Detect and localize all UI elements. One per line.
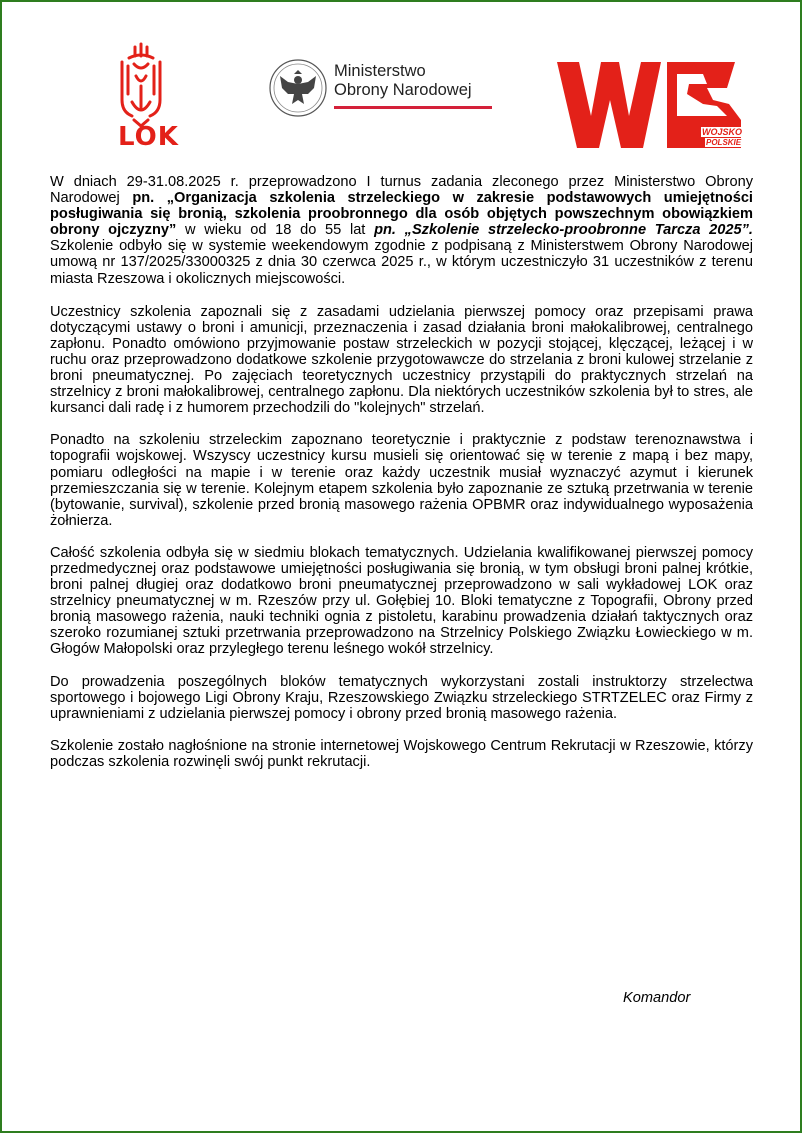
signature: Komandor [623, 990, 691, 1006]
mon-logo-underline [334, 106, 492, 109]
paragraph-6: Szkolenie zostało nagłośnione na stronie internetowej Wojskowego Centrum Rekrutacji w Rzeszowie, którzy podczas szkolenia rozwinęli swój punkt rekrutacji. [50, 737, 753, 770]
lok-logo-text: LOK [118, 122, 179, 152]
document-body [50, 174, 753, 786]
paragraph-1-bold-b: pn. „Szkolenie strzelecko-proobronne Tarcza 2025”. [374, 222, 753, 239]
paragraph-1-text-b: w wieku od 18 do 55 lat [176, 222, 375, 239]
paragraph-1 [50, 174, 753, 287]
polish-eagle-emblem-icon [268, 58, 328, 118]
mon-logo [268, 58, 498, 122]
wp-logo-text-line2: POLSKIE [706, 138, 742, 147]
wojsko-polskie-logo [557, 60, 741, 152]
mon-logo-line2: Obrony Narodowej [334, 81, 472, 99]
lok-logo [116, 42, 179, 152]
mon-logo-line1: Ministerstwo [334, 62, 426, 80]
paragraph-3: Ponadto na szkoleniu strzeleckim zapoznano teoretycznie i praktycznie z podstaw terenoznawstwa i topografii wojskowej. Wszyscy uczestnicy kursu musieli się orientować się w terenie z mapą i bez mapy, pomiaru odległości na mapie i w terenie oraz każdy uczestnik musiał wyznaczyć azymut i kierunek przemieszczania się w terenie. Kolejnym etapem szkolenia było zapoznanie ze sztuką przetrwania w terenie (bytowanie, survival), szkolenie przed bronią masowego rażenia OPBMR oraz indywidualnego wyposażenia żołnierza. [50, 432, 753, 529]
paragraph-1-text-c: Szkolenie odbyło się w systemie weekendowym zgodnie z podpisaną z Ministerstwem Obrony Narodowej umową nr 137/2025/33000325 z dnia 30 czerwca 2025 r., w którym uczestniczyło 31 uczestników z terenu miasta Rzeszowa i okolicznych miejscowości. [50, 238, 753, 287]
paragraph-1-bold-a: pn. „Organizacja szkolenia strzeleckiego w zakresie podstawowych umiejętności posługiwania się bronią, szkolenia proobronnego dla osób objętych powszechnym obowiązkiem obrony ojczyzny” [50, 190, 753, 239]
paragraph-5: Do prowadzenia poszególnych bloków tematycznych wykorzystani zostali instruktorzy strzelectwa sportowego i bojowego Ligi Obrony Kraju, Rzeszowskiego Związku strzeleckiego STRTZELEC oraz Firmy z uprawnieniami z udzielania pierwszej pomocy i obrony przed bronią masowego rażenia. [50, 673, 753, 722]
wp-logo-text-line1: WOJSKO [702, 127, 743, 137]
paragraph-1-text-a: W dniach 29-31.08.2025 r. przeprowadzono I turnus zadania zleconego przez Ministerstwo Obrony Narodowej [50, 174, 753, 207]
paragraph-2: Uczestnicy szkolenia zapoznali się z zasadami udzielania pierwszej pomocy oraz przepisami prawa dotyczącymi ustawy o broni i amunicji, przeznaczenia i zasad działania broni małokalibrowej, centralnego zapłonu. Ponadto omówiono przyjmowanie postaw strzeleckich w pozycji stojącej, klęczącej, leżącej i w ruchu oraz przeprowadzono dodatkowe szkolenie przygotowawcze do strzelania z broni kulowej strzelanie z broni pneumatycznej. Po zajęciach teoretycznych uczestnicy przystąpili do praktycznych strzelań na strzelnicy z broni małokalibrowej, centralnego zapłonu. Dla niektórych uczestników szkolenia był to stres, ale kursanci dali radę i z humorem przechodzili do "kolejnych" strzelań. [50, 303, 753, 417]
mon-logo-text [334, 62, 472, 100]
paragraph-4: Całość szkolenia odbyła się w siedmiu blokach tematycznych. Udzielania kwalifikowanej pierwszej pomocy przedmedycznej oraz podstawowe umiejętności posługiwania się bronią, w tym obsługi broni palnej krótkie, broni palnej długiej oraz dodatkowo broni pneumatycznej przeprowadzono w sali wykładowej LOK oraz strzelnicy pneumatycznej w m. Rzeszów przy ul. Gołębiej 10. Bloki tematyczne z Topografii, Obrony przed bronią masowego rażenia, nauki techniki ognia z pistoletu, karabinu prowadzenia działań taktycznych oraz szeroko rozumianej sztuki przetrwania przeprowadzono na Strzelnicy Polskiego Związku Łowieckiego w m. Głogów Małopolski oraz przyległego terenu leśnego wokół strzelnicy. [50, 544, 753, 658]
